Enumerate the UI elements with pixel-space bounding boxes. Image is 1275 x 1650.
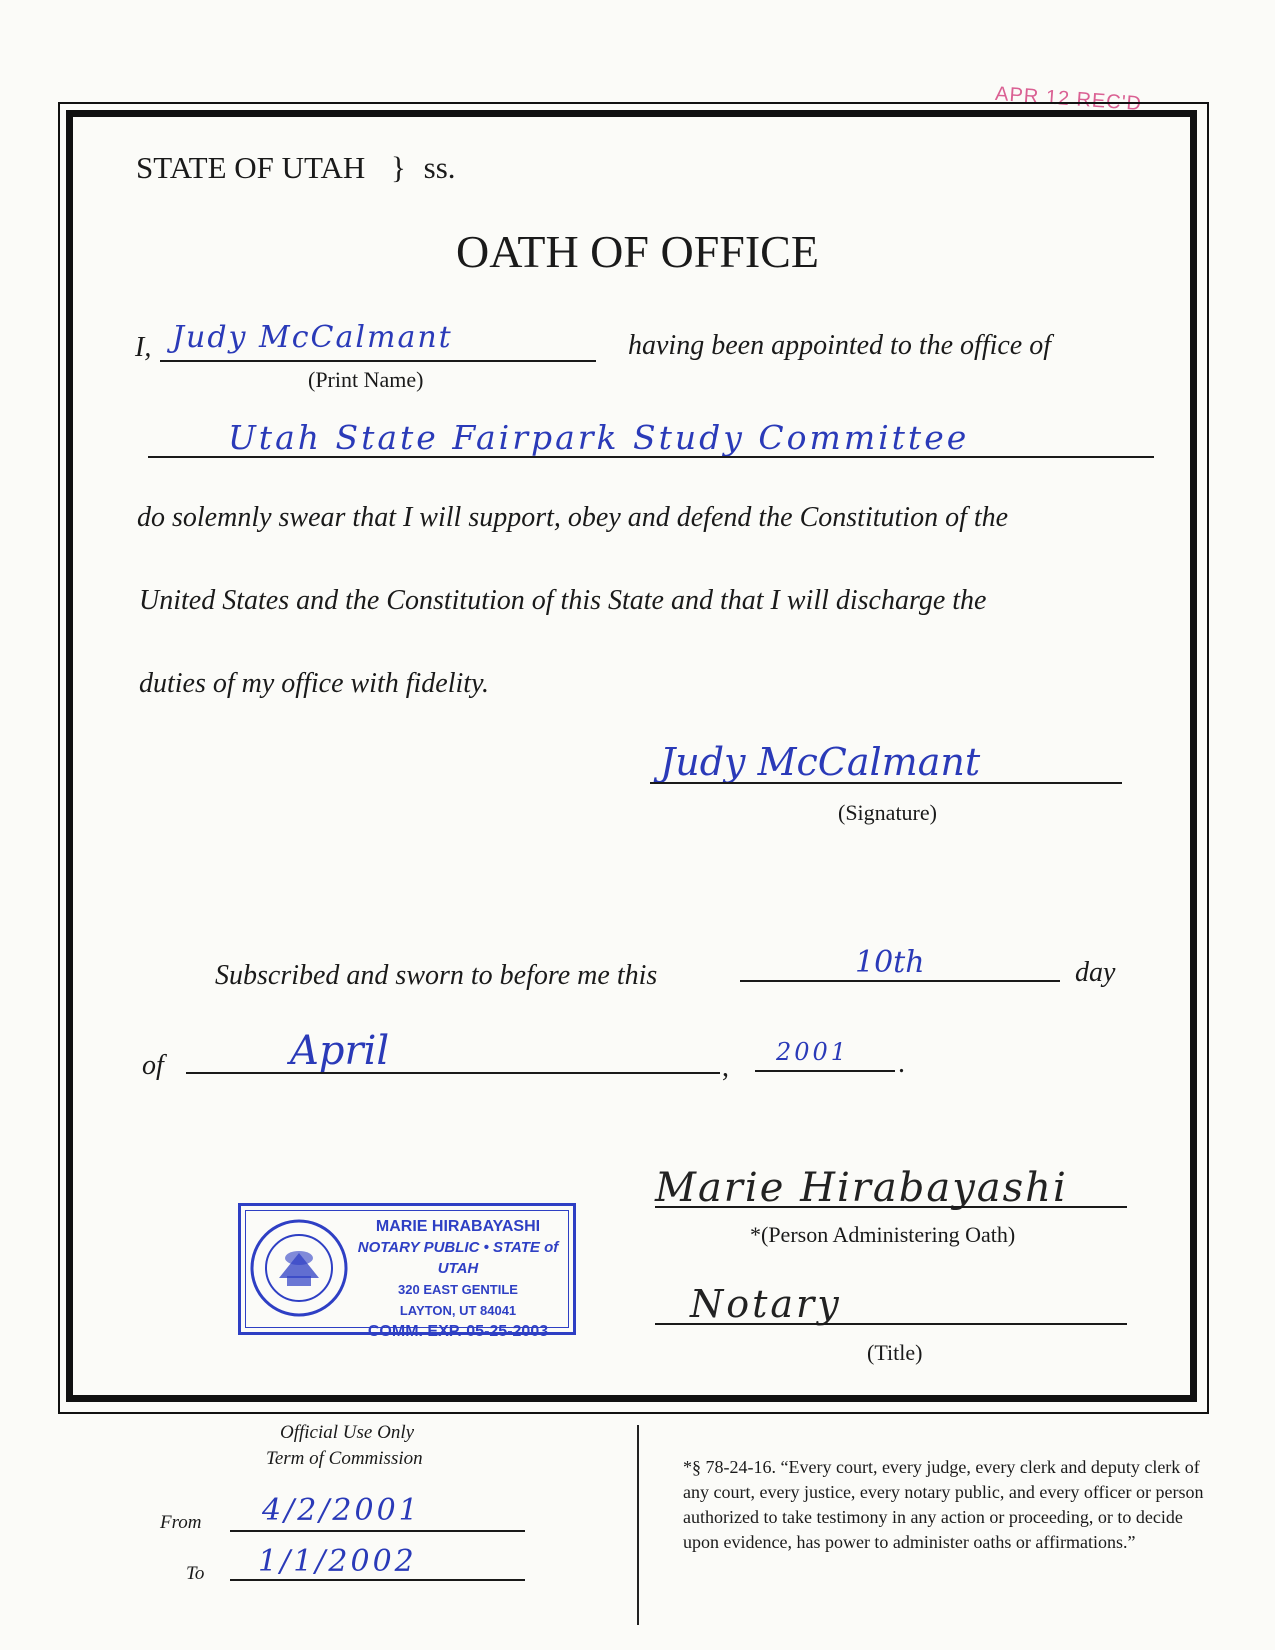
state-line — [136, 150, 456, 186]
administrator-caption: *(Person Administering Oath) — [750, 1222, 1016, 1247]
day-line — [740, 980, 1060, 982]
signature-line — [650, 782, 1122, 784]
oath-line-1: do solemnly swear that I will support, obey and defend the Constitution of the — [137, 502, 1009, 533]
seal-text-block — [349, 1216, 567, 1342]
period: . — [898, 1048, 905, 1079]
of-label: of — [142, 1050, 164, 1081]
subscribed-text: Subscribed and sworn to before me this — [215, 960, 658, 991]
signature-caption: (Signature) — [838, 800, 937, 825]
state-name: STATE OF UTAH — [136, 150, 366, 185]
print-name-caption: (Print Name) — [308, 367, 424, 392]
notary-seal — [238, 1203, 576, 1340]
page-title: OATH OF OFFICE — [456, 226, 819, 277]
title-caption: (Title) — [867, 1340, 923, 1365]
notary-expiry: COMM. EXP. 05-25-2003 — [367, 1323, 549, 1340]
statute-text: *§ 78-24-16. “Every court, every judge, every clerk and deputy clerk of any court, every justice, every notary public, and every officer or person authorized to take testimony in any action or proceeding, or to decide upon evidence, has power to administer oaths or affirmations.” — [683, 1457, 1204, 1552]
print-name-line — [160, 360, 596, 362]
great-seal-icon — [249, 1218, 349, 1318]
notary-name: MARIE HIRABAYASHI — [375, 1218, 541, 1235]
oath-line-3: duties of my office with fidelity. — [139, 668, 489, 699]
year-handwritten[interactable]: 2001 — [776, 1038, 850, 1066]
brace: } — [391, 150, 406, 185]
received-stamp: APR 12 REC'D — [994, 82, 1143, 116]
comma: , — [722, 1052, 729, 1083]
to-date-handwritten[interactable]: 1/1/2002 — [258, 1544, 417, 1579]
printed-name-handwritten[interactable]: Judy McCalmant — [172, 320, 453, 355]
day-label: day — [1075, 957, 1116, 988]
office-handwritten[interactable]: Utah State Fairpark Study Committee — [228, 418, 970, 457]
to-line — [230, 1579, 525, 1581]
title-line — [655, 1323, 1127, 1325]
from-label: From — [160, 1512, 202, 1533]
office-line — [148, 456, 1154, 458]
oath-signature-handwritten[interactable]: Judy McCalmant — [660, 740, 981, 784]
i-prefix: I, — [135, 332, 152, 363]
term-of-commission-heading: Term of Commission — [266, 1448, 423, 1469]
from-date-handwritten[interactable]: 4/2/2001 — [262, 1493, 421, 1528]
notary-address-2: LAYTON, UT 84041 — [399, 1303, 517, 1318]
official-use-heading: Official Use Only — [280, 1422, 415, 1443]
month-handwritten[interactable]: April — [290, 1028, 390, 1074]
vertical-divider — [637, 1425, 639, 1625]
from-line — [230, 1530, 525, 1532]
year-line — [755, 1070, 895, 1072]
appointed-text: having been appointed to the office of — [628, 330, 1052, 361]
administrator-line — [655, 1206, 1127, 1208]
administrator-signature-handwritten[interactable]: Marie Hirabayashi — [655, 1165, 1068, 1211]
day-handwritten[interactable]: 10th — [855, 945, 925, 980]
notary-role: NOTARY PUBLIC • STATE of UTAH — [357, 1239, 559, 1277]
oath-line-2: United States and the Constitution of this State and that I will discharge the — [139, 585, 987, 616]
month-line — [186, 1072, 720, 1074]
title-handwritten[interactable]: Notary — [690, 1282, 842, 1326]
ss-label: ss. — [423, 150, 456, 185]
notary-address-1: 320 EAST GENTILE — [398, 1282, 518, 1297]
to-label: To — [186, 1563, 205, 1584]
